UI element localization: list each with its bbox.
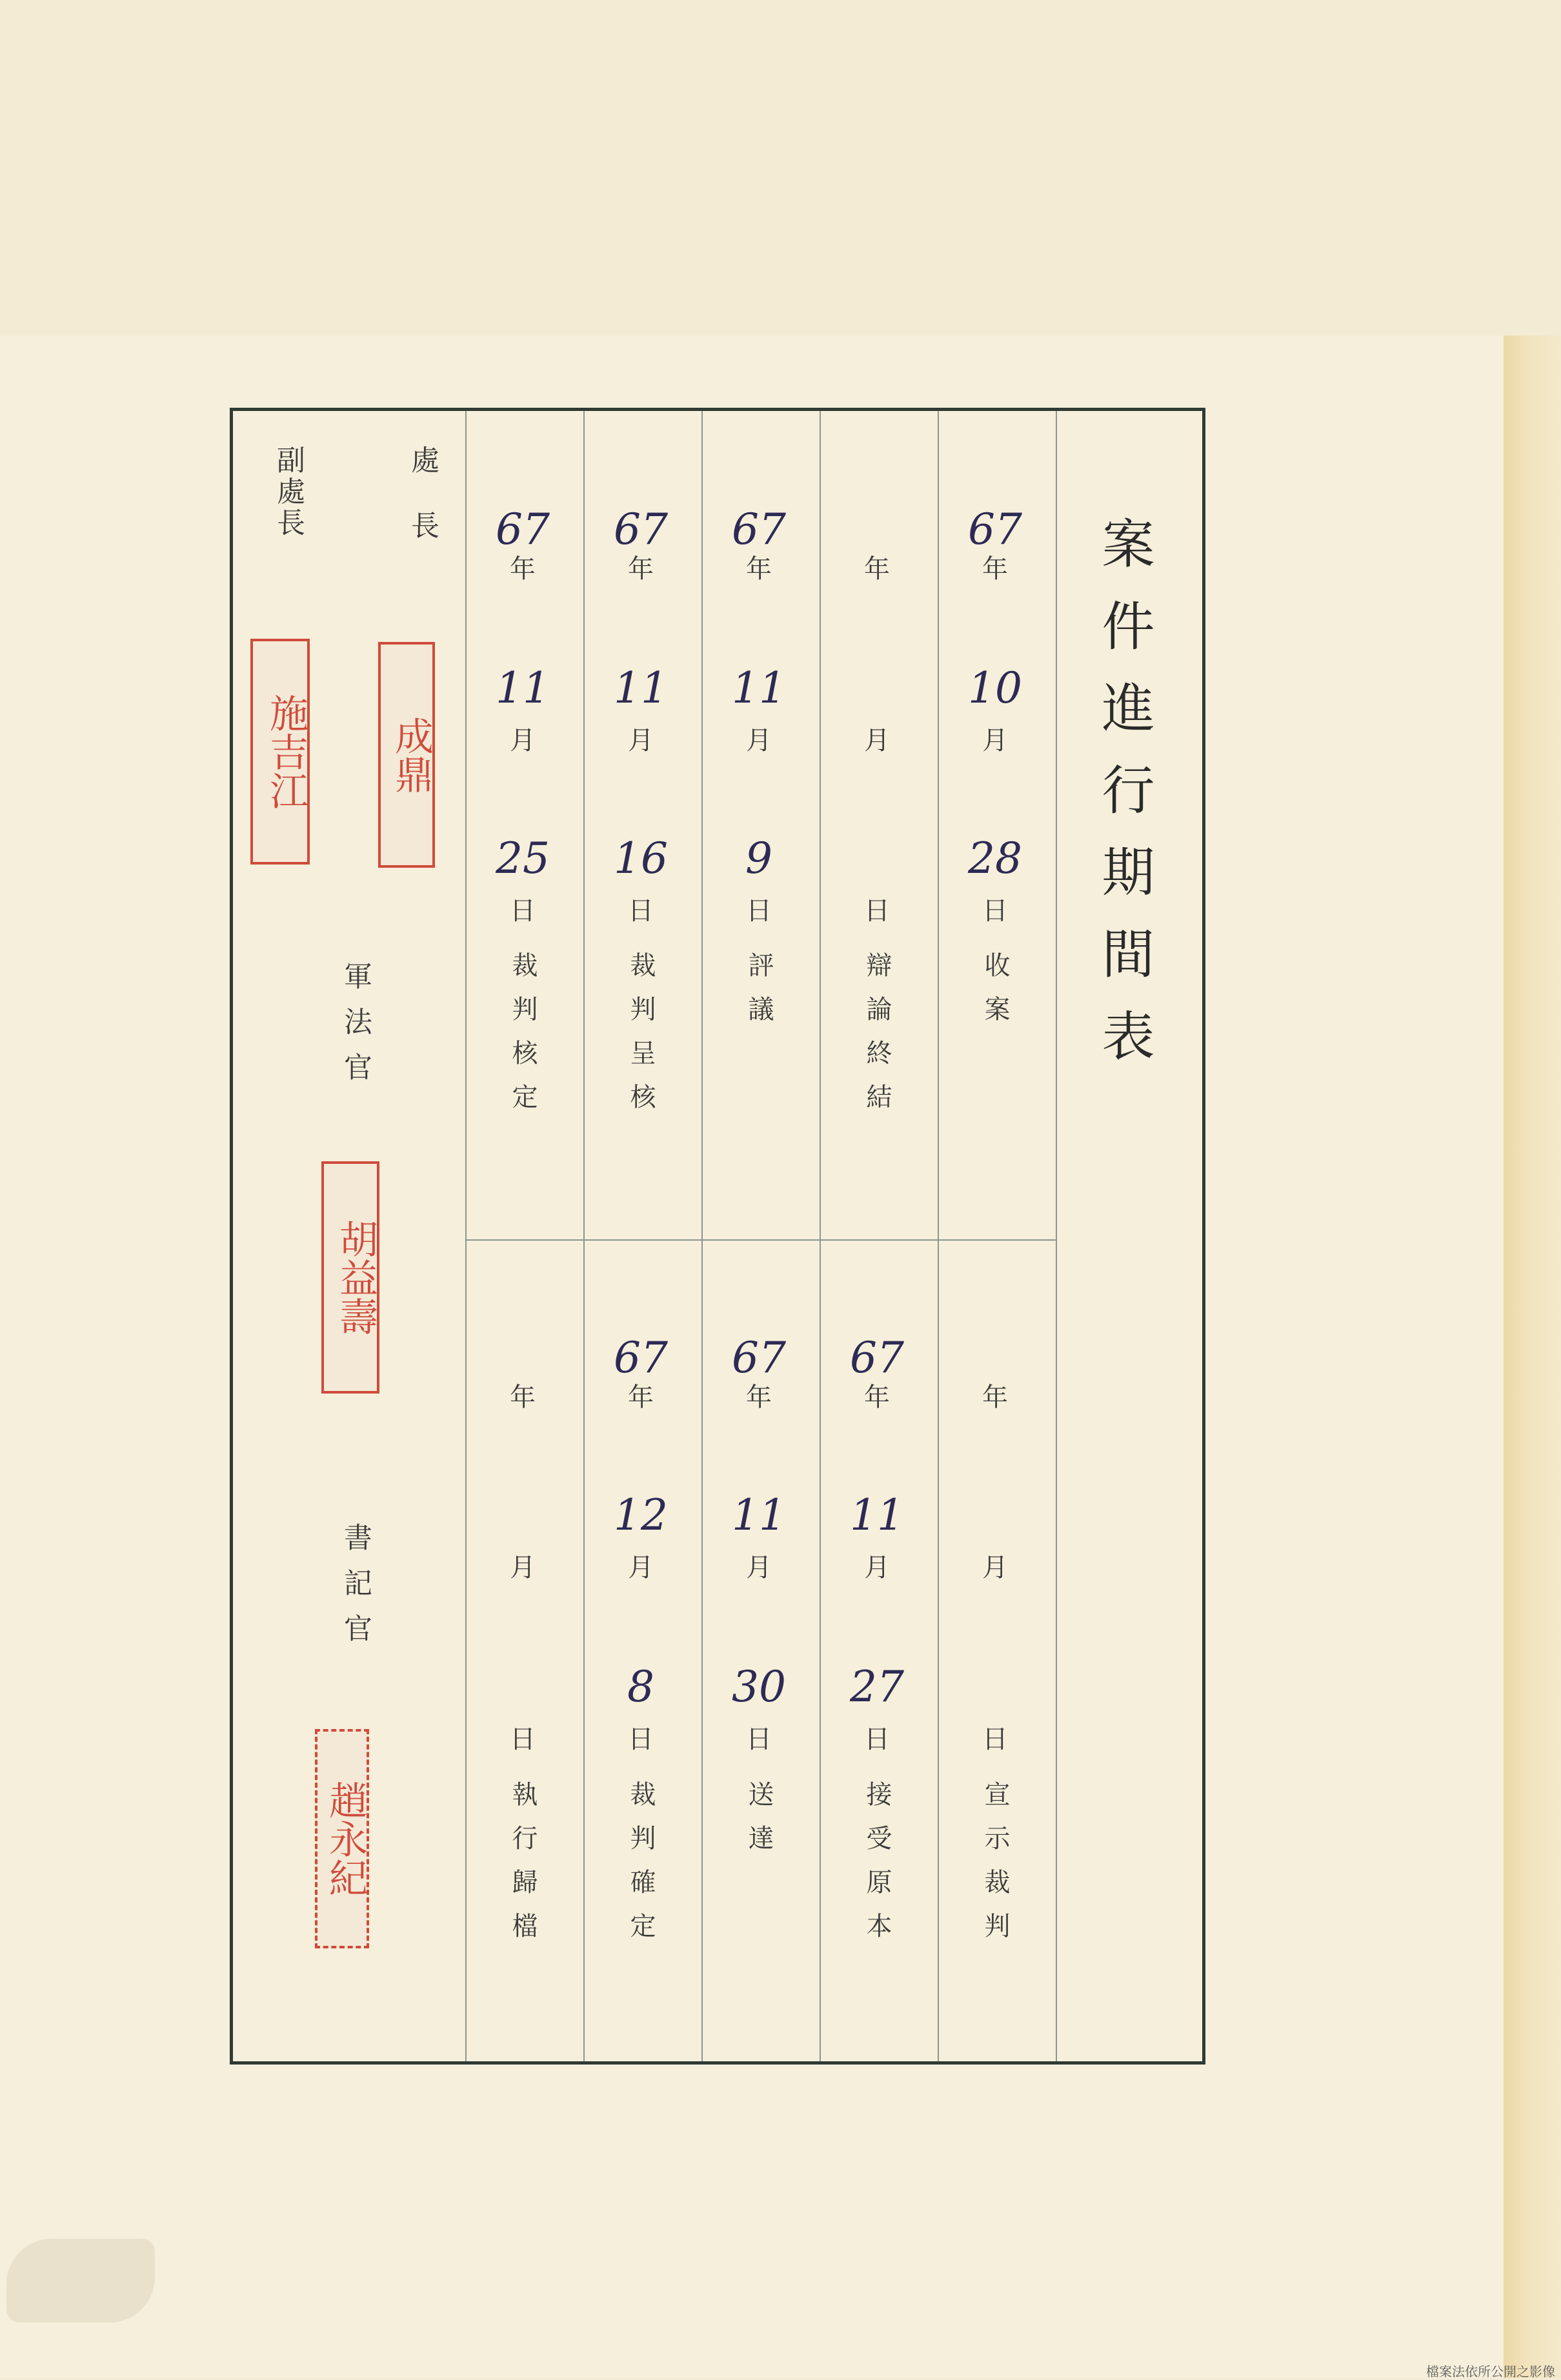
- month-unit: 月: [864, 1553, 890, 1583]
- year-unit: 年: [746, 554, 772, 584]
- day-value: 30: [732, 1662, 786, 1712]
- seal-judge: 胡益壽: [321, 1161, 379, 1394]
- clerk-label: 書記官: [339, 1523, 372, 1659]
- month-unit: 月: [628, 1553, 654, 1583]
- event-label: 評議: [744, 952, 774, 1039]
- day-unit: 日: [628, 1725, 654, 1754]
- month-unit: 月: [746, 726, 772, 755]
- year-value: 67: [732, 1333, 786, 1383]
- month-value: 11: [850, 1490, 904, 1540]
- day-unit: 日: [628, 896, 654, 926]
- seal-director: 成鼎: [378, 642, 435, 868]
- year-unit: 年: [628, 554, 654, 584]
- year-unit: 年: [982, 1383, 1008, 1412]
- day-unit: 日: [864, 896, 890, 926]
- month-value: 10: [968, 663, 1022, 713]
- day-value: 25: [496, 834, 550, 883]
- paper-edge: [1504, 335, 1561, 2378]
- month-value: 12: [614, 1490, 668, 1540]
- year-unit: 年: [510, 1383, 536, 1412]
- event-label: 裁判核定: [508, 952, 538, 1127]
- year-value: 67: [614, 505, 668, 554]
- row-divider: [465, 1239, 1057, 1241]
- col-divider: [701, 411, 703, 2061]
- col-divider: [583, 411, 585, 2061]
- day-unit: 日: [982, 896, 1008, 926]
- month-value: 11: [496, 663, 550, 713]
- event-label: 執行歸檔: [508, 1781, 538, 1956]
- year-value: 67: [732, 505, 786, 554]
- director-label: 處長: [406, 445, 439, 576]
- day-value: 9: [745, 834, 772, 883]
- day-value: 28: [968, 834, 1022, 883]
- event-label: 裁判確定: [626, 1781, 656, 1956]
- day-unit: 日: [746, 896, 772, 926]
- year-value: 67: [850, 1333, 904, 1383]
- day-unit: 日: [746, 1725, 772, 1754]
- document-title: 案件進行期間表: [1093, 516, 1154, 1090]
- year-value: 67: [496, 505, 550, 554]
- event-label: 送達: [744, 1781, 774, 1868]
- day-value: 8: [627, 1662, 654, 1712]
- month-value: 11: [732, 1490, 786, 1540]
- day-value: 16: [614, 834, 668, 883]
- month-unit: 月: [510, 726, 536, 755]
- year-value: 67: [614, 1333, 668, 1383]
- month-unit: 月: [628, 726, 654, 755]
- event-label: 宣示裁判: [980, 1781, 1010, 1956]
- event-label: 接受原本: [862, 1781, 892, 1956]
- day-value: 27: [850, 1662, 904, 1712]
- deputy-director-label: 副處長: [272, 445, 305, 539]
- archive-logo-icon: [6, 2239, 155, 2323]
- month-value: 11: [732, 663, 786, 713]
- seal-clerk: 趙永紀: [315, 1729, 369, 1948]
- footer-note: 檔案法依所公開之影像: [1426, 2364, 1555, 2379]
- year-unit: 年: [864, 1383, 890, 1412]
- year-unit: 年: [864, 554, 890, 584]
- event-label: 辯論終結: [862, 952, 892, 1127]
- col-divider: [1056, 411, 1057, 2061]
- year-unit: 年: [510, 554, 536, 584]
- month-unit: 月: [746, 1553, 772, 1583]
- seal-deputy-director: 施吉江: [250, 639, 310, 865]
- event-label: 收案: [980, 952, 1010, 1039]
- judge-label: 軍法官: [339, 961, 372, 1098]
- month-unit: 月: [864, 726, 890, 755]
- year-value: 67: [968, 505, 1022, 554]
- year-unit: 年: [746, 1383, 772, 1412]
- month-unit: 月: [982, 726, 1008, 755]
- year-unit: 年: [982, 554, 1008, 584]
- event-label: 裁判呈核: [626, 952, 656, 1127]
- col-divider: [820, 411, 821, 2061]
- col-divider: [465, 411, 467, 2061]
- year-unit: 年: [628, 1383, 654, 1412]
- month-unit: 月: [510, 1553, 536, 1583]
- day-unit: 日: [510, 896, 536, 926]
- col-divider: [938, 411, 939, 2061]
- month-value: 11: [614, 663, 668, 713]
- day-unit: 日: [982, 1725, 1008, 1754]
- month-unit: 月: [982, 1553, 1008, 1583]
- day-unit: 日: [510, 1725, 536, 1754]
- day-unit: 日: [864, 1725, 890, 1754]
